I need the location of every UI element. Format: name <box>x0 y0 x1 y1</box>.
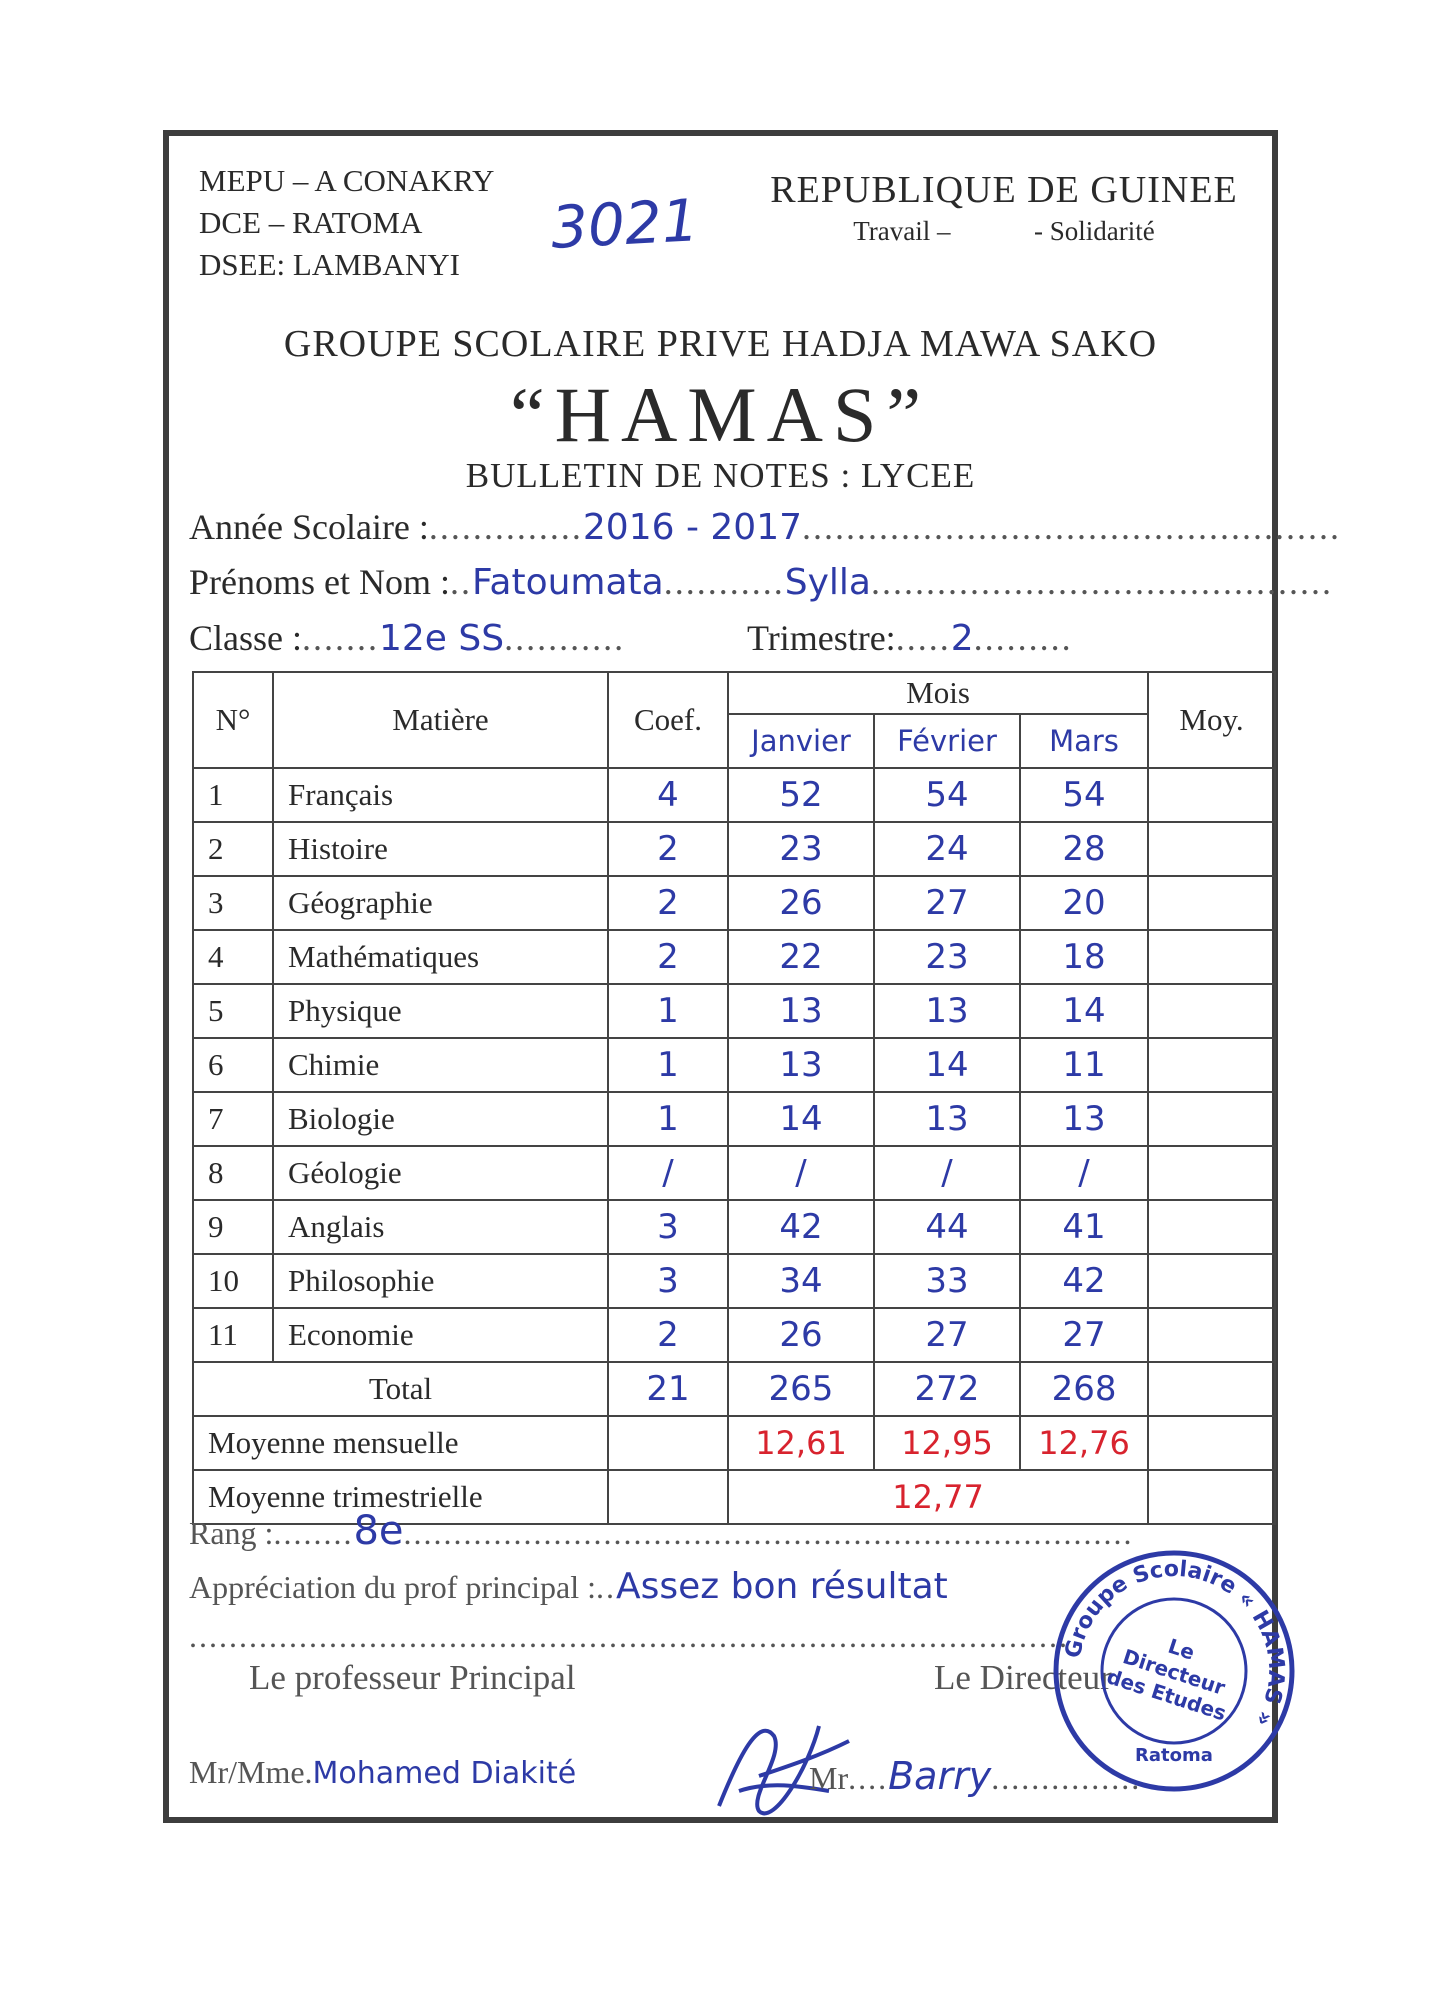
row-number: 4 <box>193 930 273 984</box>
student-last-name: Sylla <box>784 562 871 603</box>
row-coef: 2 <box>608 1308 728 1362</box>
row-average <box>1148 1200 1275 1254</box>
prof-name: Mohamed Diakité <box>312 1756 577 1791</box>
table-row <box>193 1092 1275 1146</box>
monthly-average-february: 12,95 <box>874 1416 1020 1470</box>
row-average <box>1148 876 1275 930</box>
row-february: 44 <box>874 1200 1020 1254</box>
total-average <box>1148 1362 1275 1416</box>
header-subject: Matière <box>273 672 608 768</box>
student-name-label: Prénoms et Nom : <box>189 562 450 602</box>
row-january: 34 <box>728 1254 874 1308</box>
row-coef: 3 <box>608 1200 728 1254</box>
row-january: 22 <box>728 930 874 984</box>
school-name: GROUPE SCOLAIRE PRIVE HADJA MAWA SAKO <box>283 323 1158 365</box>
row-march: 14 <box>1020 984 1148 1038</box>
row-subject: Anglais <box>273 1200 608 1254</box>
row-number: 11 <box>193 1308 273 1362</box>
table-row <box>193 1200 1275 1254</box>
row-average <box>1148 768 1275 822</box>
table-row <box>193 876 1275 930</box>
row-number: 5 <box>193 984 273 1038</box>
row-january: 23 <box>728 822 874 876</box>
month-march: Mars <box>1020 714 1148 768</box>
school-year-row: Année Scolaire :..............2016 - 2017................................................. <box>189 507 1342 548</box>
row-subject: Histoire <box>273 822 608 876</box>
table-row <box>193 930 1275 984</box>
row-number: 3 <box>193 876 273 930</box>
monthly-average-empty <box>1148 1416 1275 1470</box>
row-february: 27 <box>874 1308 1020 1362</box>
row-coef: 3 <box>608 1254 728 1308</box>
monthly-average-coef <box>608 1416 728 1470</box>
row-january: 42 <box>728 1200 874 1254</box>
appreciation-row: Appréciation du prof principal :..Assez bon résultat <box>189 1566 948 1607</box>
monthly-average-march: 12,76 <box>1020 1416 1148 1470</box>
class-label: Classe : <box>189 618 302 658</box>
table-row <box>193 1308 1275 1362</box>
row-february: 33 <box>874 1254 1020 1308</box>
row-subject: Géologie <box>273 1146 608 1200</box>
row-subject: Physique <box>273 984 608 1038</box>
row-january: 13 <box>728 984 874 1038</box>
row-average <box>1148 1092 1275 1146</box>
republic-header <box>769 168 1239 247</box>
term-average-label: Moyenne trimestrielle <box>193 1470 608 1524</box>
row-february: 23 <box>874 930 1020 984</box>
row-average <box>1148 1038 1275 1092</box>
stamp-ring-text: Groupe Scolaire « HAMAS » <box>1060 1556 1289 1731</box>
row-subject: Mathématiques <box>273 930 608 984</box>
row-subject: Géographie <box>273 876 608 930</box>
monthly-average-row <box>193 1416 1275 1470</box>
row-coef: 2 <box>608 876 728 930</box>
term-row: Trimestre:.....2......... <box>747 618 1073 659</box>
table-row <box>193 1146 1275 1200</box>
school-brand: “HAMAS” <box>510 371 931 458</box>
stamp-bottom-text: Ratoma <box>1135 1745 1213 1766</box>
row-march: / <box>1020 1146 1148 1200</box>
stamp-center-text: Le Directeur des Etudes <box>1103 1633 1230 1726</box>
school-year-value: 2016 - 2017 <box>582 507 803 548</box>
prof-title: Le professeur Principal <box>249 1658 576 1697</box>
director-title: Le Directeur <box>934 1658 1112 1697</box>
row-february: 13 <box>874 984 1020 1038</box>
row-average <box>1148 1254 1275 1308</box>
term-value: 2 <box>950 618 974 659</box>
row-coef: 1 <box>608 984 728 1038</box>
total-january: 265 <box>728 1362 874 1416</box>
row-subject: Philosophie <box>273 1254 608 1308</box>
rank-value: 8e <box>353 1508 404 1554</box>
handwritten-number: 3021 <box>549 186 701 262</box>
header-number: N° <box>193 672 273 768</box>
row-number: 1 <box>193 768 273 822</box>
row-january: 26 <box>728 1308 874 1362</box>
row-average <box>1148 1146 1275 1200</box>
row-march: 54 <box>1020 768 1148 822</box>
director-signature-row: Mr....Barry............... <box>809 1754 1142 1798</box>
appreciation-label: Appréciation du prof principal : <box>189 1569 596 1605</box>
month-february: Février <box>874 714 1020 768</box>
row-march: 27 <box>1020 1308 1148 1362</box>
table-row <box>193 1254 1275 1308</box>
row-january: 13 <box>728 1038 874 1092</box>
appreciation-continuation: ........................................................................................ <box>189 1618 1069 1654</box>
school-stamp-icon <box>1049 1546 1299 1796</box>
row-average <box>1148 930 1275 984</box>
grades-table <box>192 671 1276 1525</box>
appreciation-value: Assez bon résultat <box>615 1566 948 1607</box>
total-february: 272 <box>874 1362 1020 1416</box>
row-subject: Français <box>273 768 608 822</box>
row-february: 24 <box>874 822 1020 876</box>
term-label: Trimestre: <box>747 618 896 658</box>
total-label: Total <box>193 1362 608 1416</box>
row-march: 13 <box>1020 1092 1148 1146</box>
prof-signature-row <box>189 1754 576 1791</box>
monthly-average-label: Moyenne mensuelle <box>193 1416 608 1470</box>
row-average <box>1148 822 1275 876</box>
row-march: 28 <box>1020 822 1148 876</box>
row-march: 11 <box>1020 1038 1148 1092</box>
republic-title: REPUBLIQUE DE GUINEE <box>770 169 1238 211</box>
row-coef: 4 <box>608 768 728 822</box>
row-number: 2 <box>193 822 273 876</box>
total-row <box>193 1362 1275 1416</box>
row-january: 14 <box>728 1092 874 1146</box>
ministry-line-2: DCE – RATOMA <box>199 205 423 240</box>
row-march: 20 <box>1020 876 1148 930</box>
row-coef: 1 <box>608 1092 728 1146</box>
term-average-value: 12,77 <box>728 1470 1148 1524</box>
row-number: 7 <box>193 1092 273 1146</box>
table-header-row <box>193 672 1275 714</box>
director-prefix: Mr <box>809 1760 849 1796</box>
row-february: 14 <box>874 1038 1020 1092</box>
director-name: Barry <box>888 1754 992 1798</box>
row-february: / <box>874 1146 1020 1200</box>
class-row: Classe :.......12e SS........... <box>189 618 626 659</box>
rank-row: Rang :........8e......................................................................... <box>189 1508 1134 1554</box>
row-january: 52 <box>728 768 874 822</box>
bulletin-title: BULLETIN DE NOTES : LYCEE <box>465 456 976 495</box>
row-subject: Biologie <box>273 1092 608 1146</box>
ministry-line-3: DSEE: LAMBANYI <box>199 247 460 282</box>
table-row <box>193 984 1275 1038</box>
row-subject: Chimie <box>273 1038 608 1092</box>
total-march: 268 <box>1020 1362 1148 1416</box>
row-number: 9 <box>193 1200 273 1254</box>
row-coef: 2 <box>608 930 728 984</box>
motto-right: - Solidarité <box>1034 216 1155 246</box>
class-value: 12e SS <box>379 618 505 659</box>
ministry-line-1: MEPU – A CONAKRY <box>199 163 495 198</box>
row-average <box>1148 984 1275 1038</box>
row-number: 10 <box>193 1254 273 1308</box>
row-march: 42 <box>1020 1254 1148 1308</box>
table-row <box>193 822 1275 876</box>
prof-prefix: Mr/Mme. <box>189 1754 313 1790</box>
row-average <box>1148 1308 1275 1362</box>
report-card <box>163 130 1342 1823</box>
row-coef: / <box>608 1146 728 1200</box>
row-february: 27 <box>874 876 1020 930</box>
header-average: Moy. <box>1148 672 1275 768</box>
motto-left: Travail – <box>853 216 951 246</box>
table-row <box>193 768 1275 822</box>
school-year-label: Année Scolaire : <box>189 507 429 547</box>
rank-label: Rang : <box>189 1515 274 1551</box>
row-coef: 2 <box>608 822 728 876</box>
row-coef: 1 <box>608 1038 728 1092</box>
month-january: Janvier <box>728 714 874 768</box>
row-january: / <box>728 1146 874 1200</box>
row-march: 41 <box>1020 1200 1148 1254</box>
header-coef: Coef. <box>608 672 728 768</box>
national-motto <box>769 216 1239 247</box>
student-first-name: Fatoumata <box>471 562 664 603</box>
monthly-average-january: 12,61 <box>728 1416 874 1470</box>
row-march: 18 <box>1020 930 1148 984</box>
header-months: Mois <box>728 672 1148 714</box>
total-coef: 21 <box>608 1362 728 1416</box>
row-january: 26 <box>728 876 874 930</box>
term-average-empty <box>1148 1470 1275 1524</box>
row-subject: Economie <box>273 1308 608 1362</box>
row-number: 8 <box>193 1146 273 1200</box>
table-row <box>193 1038 1275 1092</box>
student-name-row: Prénoms et Nom :..Fatoumata...........Sylla.......................................... <box>189 562 1333 603</box>
row-february: 54 <box>874 768 1020 822</box>
ministry-header <box>199 160 494 286</box>
row-number: 6 <box>193 1038 273 1092</box>
row-february: 13 <box>874 1092 1020 1146</box>
